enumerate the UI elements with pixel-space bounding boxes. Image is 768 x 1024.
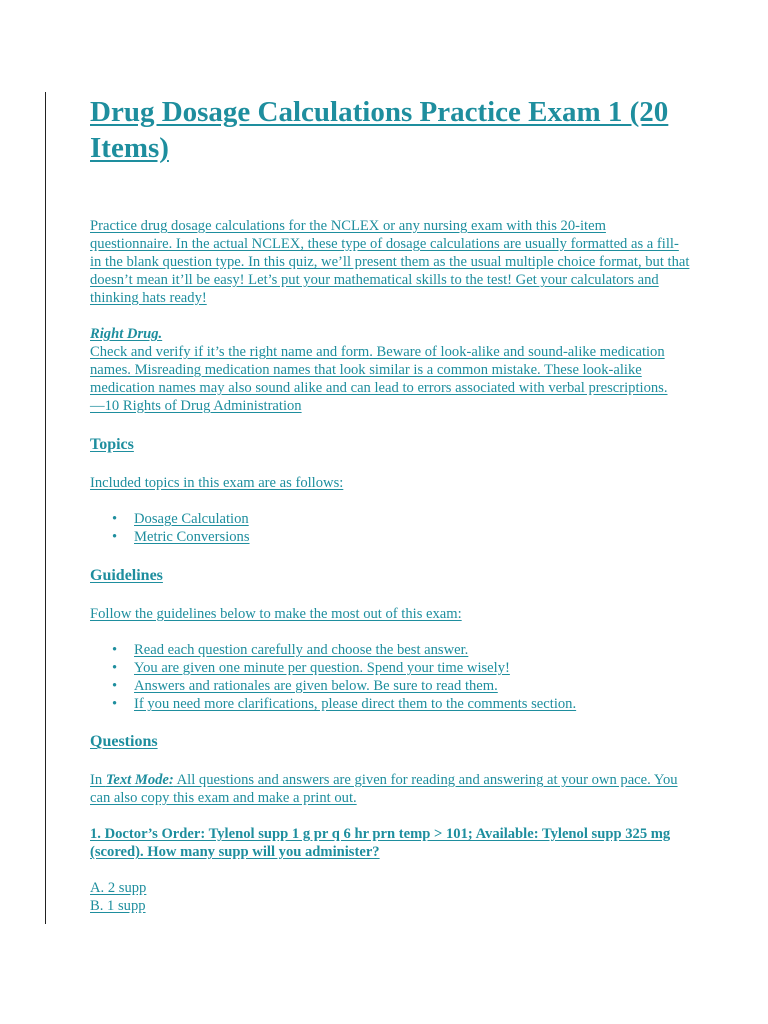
- bullet-icon: •: [112, 642, 118, 658]
- page-title[interactable]: Drug Dosage Calculations Practice Exam 1 (20 Items): [90, 96, 669, 164]
- list-item[interactable]: [112, 677, 690, 695]
- choice-b[interactable]: B. 1 supp: [90, 898, 146, 914]
- guidelines-intro[interactable]: Follow the guidelines below to make the most out of this exam:: [90, 606, 462, 622]
- page-margin-rule: [45, 92, 46, 924]
- bullet-icon: •: [112, 511, 118, 527]
- right-drug-source[interactable]: —10 Rights of Drug Administration: [90, 398, 302, 414]
- topics-heading[interactable]: Topics: [90, 436, 134, 453]
- list-item-label: Dosage Calculation: [134, 511, 249, 527]
- topics-list: [90, 510, 690, 546]
- list-item-label: Read each question carefully and choose the best answer.: [134, 642, 469, 658]
- list-item[interactable]: [112, 528, 690, 546]
- bullet-icon: •: [112, 529, 118, 545]
- right-drug-body[interactable]: Check and verify if it’s the right name and form. Beware of look-alike and sound-alike medication names. Misreading medication names that look similar is a common mistake. These look-alike medication names may also sound alike and can lead to errors associated with verbal prescriptions.: [90, 344, 668, 396]
- list-item[interactable]: [112, 641, 690, 659]
- questions-intro[interactable]: [90, 771, 690, 807]
- right-drug-heading[interactable]: Right Drug.: [90, 326, 163, 342]
- list-item-label: Answers and rationales are given below. Be sure to read them.: [134, 678, 498, 694]
- text-mode-label: Text Mode:: [105, 772, 174, 788]
- question-1[interactable]: 1. Doctor’s Order: Tylenol supp 1 g pr q 6 hr prn temp > 101; Available: Tylenol supp 325 mg (scored). How many supp will you administer?: [90, 826, 671, 860]
- guidelines-heading[interactable]: Guidelines: [90, 567, 163, 584]
- bullet-icon: •: [112, 678, 118, 694]
- choice-a[interactable]: A. 2 supp: [90, 880, 147, 896]
- questions-intro-text: All questions and answers are given for reading and answering at your own pace. You can also copy this exam and make a print out.: [90, 772, 678, 806]
- document-body: [90, 94, 690, 915]
- questions-heading[interactable]: Questions: [90, 733, 158, 750]
- list-item[interactable]: [112, 659, 690, 677]
- bullet-icon: •: [112, 660, 118, 676]
- topics-intro[interactable]: Included topics in this exam are as follows:: [90, 475, 344, 491]
- right-drug-quote: [90, 325, 690, 415]
- list-item-label: Metric Conversions: [134, 529, 250, 545]
- intro-paragraph[interactable]: Practice drug dosage calculations for the NCLEX or any nursing exam with this 20-item questionnaire. In the actual NCLEX, these type of dosage calculations are usually formatted as a fill-in the blank question type. In this quiz, we’ll present them as the usual multiple choice format, but that doesn’t mean it’ll be easy! Let’s put your mathematical skills to the test! Get your calculators and thinking hats ready!: [90, 218, 690, 306]
- questions-intro-prefix: In: [90, 772, 106, 788]
- question-1-choices: [90, 879, 690, 915]
- list-item-label: If you need more clarifications, please direct them to the comments section.: [134, 696, 577, 712]
- list-item[interactable]: [112, 695, 690, 713]
- list-item-label: You are given one minute per question. Spend your time wisely!: [134, 660, 510, 676]
- guidelines-list: [90, 641, 690, 713]
- bullet-icon: •: [112, 696, 118, 712]
- list-item[interactable]: [112, 510, 690, 528]
